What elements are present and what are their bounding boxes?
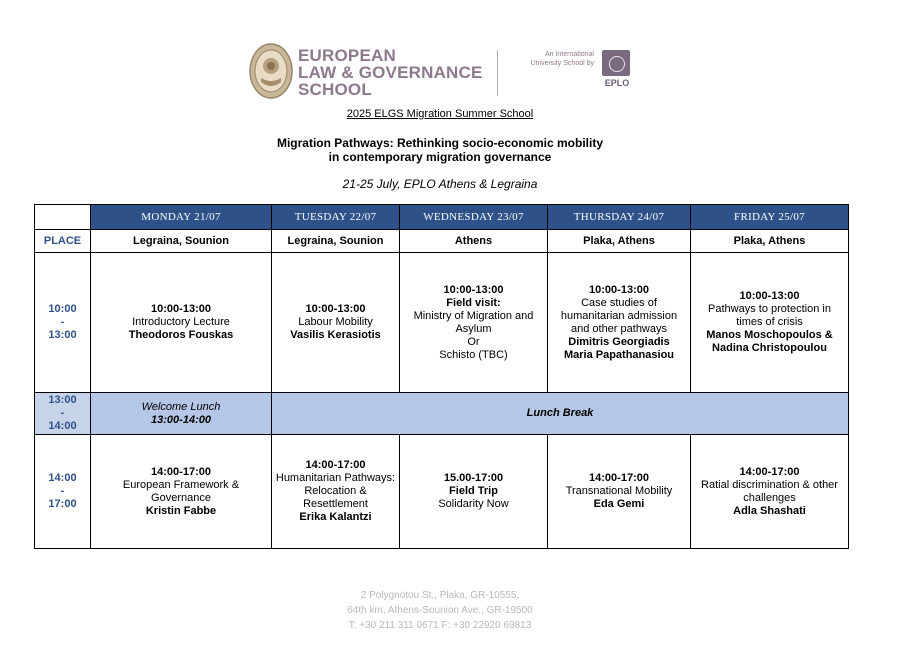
logo-line-3: SCHOOL: [298, 80, 372, 99]
session-wed-am: [400, 253, 548, 393]
morning-time-label: [35, 253, 91, 393]
lunch-end: 14:00: [48, 420, 77, 432]
logo-line-1: EUROPEAN: [298, 46, 396, 65]
session-speaker: Nadina Christopoulou: [712, 342, 827, 354]
session-line: Governance: [151, 491, 211, 504]
session-line: and other pathways: [570, 322, 667, 335]
day-header-friday: FRIDAY 25/07: [691, 205, 849, 230]
session-line: Resettlement: [303, 498, 368, 510]
session-line: humanitarian admission: [560, 309, 678, 322]
dates-location: 21-25 July, EPLO Athens & Legraina: [342, 177, 538, 191]
session-line: Ministry of Migration and: [413, 309, 534, 322]
corner-cell: [35, 205, 91, 230]
session-mon-am: [91, 253, 272, 393]
session-line: Schisto (TBC): [439, 348, 508, 361]
morning-end: 13:00: [48, 329, 77, 341]
afternoon-dash: -: [60, 485, 65, 497]
logo-wordmark: [298, 47, 483, 98]
session-title: Introductory Lecture: [132, 316, 230, 328]
day-header-tuesday: TUESDAY 22/07: [272, 205, 400, 230]
day-header-monday: MONDAY 21/07: [91, 205, 272, 230]
session-line: Humanitarian Pathways:: [275, 472, 396, 484]
logo-divider: [497, 50, 498, 96]
session-speaker: Vasilis Kerasiotis: [290, 329, 381, 341]
session-thu-pm: [548, 435, 691, 549]
lunch-time-label: [35, 393, 91, 435]
day-header-thursday: THURSDAY 24/07: [548, 205, 691, 230]
session-speaker: Adla Shashati: [733, 504, 806, 517]
session-thu-am: [548, 253, 691, 393]
morning-dash: -: [60, 316, 65, 328]
session-speaker: Eda Gemi: [593, 498, 645, 510]
program-subtitle: [0, 136, 880, 164]
morning-start: 10:00: [48, 303, 77, 315]
session-time: 10:00-13:00: [151, 303, 211, 315]
footer-address: [0, 588, 880, 633]
session-time: 15.00-17:00: [443, 472, 504, 484]
session-tue-am: [272, 253, 400, 393]
session-wed-pm: [400, 435, 548, 549]
session-fri-pm: [691, 435, 849, 549]
session-kind: Field Trip: [449, 485, 498, 497]
session-line: Case studies of: [581, 296, 657, 309]
session-mon-pm: [91, 435, 272, 549]
school-logo: [248, 42, 638, 102]
session-tue-pm: [272, 435, 400, 549]
page-title: 2025 ELGS Migration Summer School: [346, 108, 534, 120]
session-speaker: Dimitris Georgiadis: [568, 335, 670, 348]
place-row: [35, 230, 849, 253]
session-speaker: Kristin Fabbe: [145, 504, 217, 517]
session-fri-am: [691, 253, 849, 393]
logo-sub-line-1: An International: [544, 51, 594, 58]
place-tuesday: Legraina, Sounion: [272, 230, 400, 253]
footer-line-1: 2 Polygnotou St., Plaka, GR-10555,: [360, 590, 520, 601]
eplo-logo: [602, 50, 632, 98]
schedule-table: [34, 204, 849, 549]
logo-line-2: LAW & GOVERNANCE: [298, 63, 483, 82]
morning-row: [35, 253, 849, 393]
place-wednesday: Athens: [400, 230, 548, 253]
footer-line-2: 64th km, Athens-Sounion Ave., GR-19500: [347, 605, 533, 616]
session-kind: Field visit:: [446, 296, 501, 309]
session-line: times of crisis: [736, 316, 803, 328]
place-thursday: Plaka, Athens: [548, 230, 691, 253]
place-monday: Legraina, Sounion: [91, 230, 272, 253]
session-line: Ratial discrimination & other: [701, 478, 838, 491]
session-speaker: Maria Papathanasiou: [563, 348, 675, 361]
session-time: 10:00-13:00: [739, 290, 800, 302]
afternoon-row: [35, 435, 849, 549]
place-label: PLACE: [35, 230, 91, 253]
afternoon-time-label: [35, 435, 91, 549]
logo-subtitle: [514, 50, 594, 68]
session-time: 10:00-13:00: [589, 283, 649, 296]
session-speaker: Theodoros Fouskas: [128, 329, 234, 341]
welcome-lunch-title: Welcome Lunch: [141, 400, 221, 413]
place-friday: Plaka, Athens: [691, 230, 849, 253]
session-line: Relocation &: [304, 485, 367, 497]
lunch-break-cell: Lunch Break: [272, 393, 849, 435]
crest-icon: [248, 42, 294, 100]
session-title: Labour Mobility: [298, 316, 373, 328]
lunch-row: [35, 393, 849, 435]
eplo-label: EPLO: [604, 78, 630, 88]
eplo-emblem-icon: [602, 50, 630, 76]
session-time: 14:00-17:00: [151, 465, 211, 478]
lunch-dash: -: [60, 407, 65, 419]
session-time: 14:00-17:00: [739, 465, 800, 478]
session-line: Pathways to protection in: [708, 303, 831, 315]
welcome-lunch-cell: [91, 393, 272, 435]
afternoon-start: 14:00: [48, 472, 77, 484]
session-time: 14:00-17:00: [589, 472, 649, 484]
day-header-wednesday: WEDNESDAY 23/07: [400, 205, 548, 230]
session-line: European Framework &: [122, 478, 240, 491]
session-line: Or: [467, 335, 480, 348]
day-header-row: [35, 205, 849, 230]
lunch-start: 13:00: [48, 394, 77, 406]
session-speaker: Manos Moschopoulos &: [706, 329, 833, 341]
welcome-lunch-time: 13:00-14:00: [151, 413, 211, 426]
subtitle-line-2: in contemporary migration governance: [328, 150, 552, 164]
session-line: Solidarity Now: [438, 498, 509, 510]
subtitle-line-1: Migration Pathways: Rethinking socio-economic mobility: [276, 136, 604, 150]
session-time: 10:00-13:00: [443, 283, 504, 296]
session-time: 14:00-17:00: [305, 459, 366, 471]
session-line: Transnational Mobility: [565, 485, 673, 497]
session-line: challenges: [743, 491, 796, 504]
afternoon-end: 17:00: [48, 498, 77, 510]
session-time: 10:00-13:00: [305, 303, 366, 315]
session-speaker: Erika Kalantzi: [299, 511, 372, 523]
session-line: Asylum: [455, 322, 492, 335]
logo-sub-line-2: University School by: [530, 60, 594, 67]
footer-line-3: T: +30 211 311 0671 F: +30 22920 69813: [348, 620, 532, 631]
